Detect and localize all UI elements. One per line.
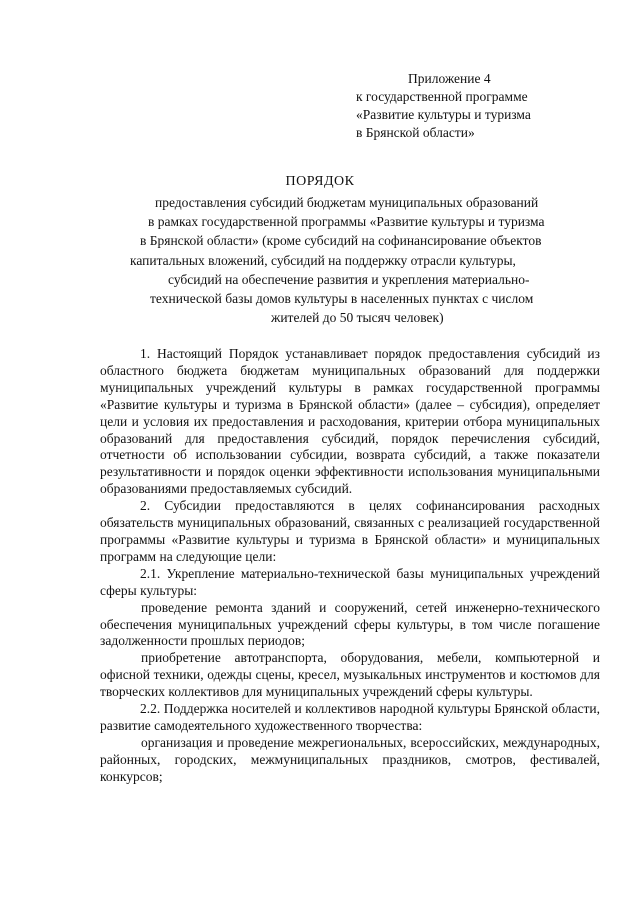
- appendix-line: «Развитие культуры и туризма: [356, 107, 531, 122]
- subtitle-line: субсидий на обеспечение развития и укрепления материально-: [168, 271, 530, 287]
- appendix-line: к государственной программе: [356, 89, 528, 104]
- paragraph: приобретение автотранспорта, оборудования, мебели, компьютерной и офисной техники, одежды сцены, кресел, музыкальных инструментов и костюмов для творческих коллективов для муниципальных учреждений сферы культуры.: [100, 650, 600, 700]
- appendix-line: в Брянской области»: [356, 125, 475, 140]
- document-body: [100, 346, 600, 786]
- paragraph: организация и проведение межрегиональных, всероссийских, международных, районных, городских, межмуниципальных праздников, смотров, фестивалей, конкурсов;: [100, 734, 600, 784]
- subtitle-line: капитальных вложений, субсидий на поддержку отрасли культуры,: [130, 252, 516, 268]
- subtitle-line: технической базы домов культуры в населенных пунктах с числом: [150, 291, 534, 307]
- subtitle-line: предоставления субсидий бюджетам муниципальных образований: [155, 195, 539, 210]
- paragraph: 1. Настоящий Порядок устанавливает порядок предоставления субсидий из областного бюджета бюджетам муниципальных образований для поддержки муниципальных учреждений культуры в рамках государственной программы «Развитие культуры и туризма в Брянской области» (далее – субсидия), определяет цели и условия их предоставления и расходования, критерии отбора муниципальных образований для предоставления субсидий, порядок перечисления субсидий, отчетности об использовании субсидии, возврата субсидий, а также показатели результативности и порядок оценки эффективности использования муниципальными образованиями предоставляемых субсидий.: [100, 346, 600, 497]
- paragraph: проведение ремонта зданий и сооружений, сетей инженерно-технического обеспечения муниципальных учреждений сферы культуры, в том числе погашение задолженности прошлых периодов;: [100, 599, 600, 649]
- subtitle-line: в Брянской области» (кроме субсидий на софинансирование объектов: [140, 233, 542, 249]
- document-subtitle: [0, 193, 640, 327]
- paragraph: 2.2. Поддержка носителей и коллективов народной культуры Брянской области, развитие самодеятельного художественного творчества:: [100, 701, 600, 733]
- paragraph: 2. Субсидии предоставляются в целях софинансирования расходных обязательств муниципальных образований, связанных с реализацией государственной программы «Развитие культуры и туризма в Брянской области» и муниципальных программ на следующие цели:: [100, 498, 600, 564]
- subtitle-line: жителей до 50 тысяч человек): [271, 310, 444, 326]
- document-title: ПОРЯДОК: [285, 174, 355, 189]
- appendix-line: Приложение 4: [408, 71, 491, 86]
- paragraph: 2.1. Укрепление материально-технической базы муниципальных учреждений сферы культуры:: [100, 565, 600, 598]
- appendix-header: [356, 70, 531, 142]
- subtitle-line: в рамках государственной программы «Развитие культуры и туризма: [148, 214, 545, 230]
